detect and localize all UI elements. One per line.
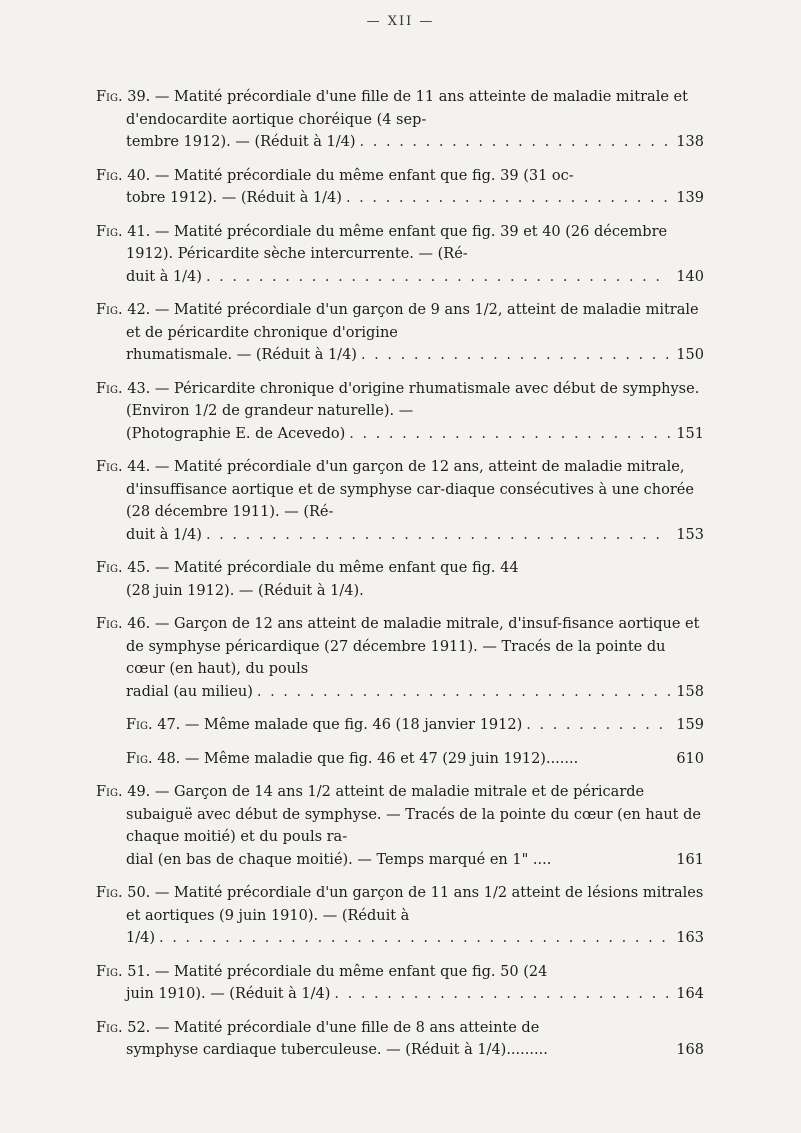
- figure-description: — Matité précordiale du même enfant que fig. 39 et 40 (26 décembre 1912). Péricardite sèche intercurrente. — (Ré-: [126, 223, 668, 262]
- figure-entry: [96, 714, 704, 737]
- page-number: 151: [676, 425, 704, 442]
- dot-leader: [349, 423, 670, 446]
- figure-description: — Matité précordiale du même enfant que fig. 39 (31 oc-: [154, 167, 574, 184]
- page-number: 139: [676, 190, 704, 206]
- figure-label: Fig. 44.: [96, 459, 151, 475]
- dot-leader: [360, 131, 670, 154]
- figure-list: [96, 86, 704, 1073]
- figure-label: Fig. 48.: [126, 750, 181, 767]
- dot-leader: [526, 714, 670, 737]
- page-number: 163: [676, 930, 704, 946]
- figure-description-end: 1/4): [126, 930, 155, 946]
- figure-label: Fig. 39.: [96, 89, 151, 105]
- figure-description-end: — Même malade que fig. 46 (18 janvier 1912): [184, 717, 523, 733]
- page-number: 150: [676, 347, 704, 363]
- figure-description-end: (28 juin 1912). — (Réduit à 1/4).: [126, 582, 364, 599]
- figure-label: Fig. 45.: [96, 560, 151, 576]
- figure-entry: [96, 961, 704, 1006]
- figure-entry: [96, 882, 704, 950]
- page-number: 610: [676, 750, 704, 767]
- figure-description-end: symphyse cardiaque tuberculeuse. — (Réduit à 1/4).........: [126, 1042, 548, 1058]
- page-number: 159: [676, 717, 704, 733]
- page-header: — XII —: [366, 14, 435, 29]
- page-number: 153: [676, 526, 704, 543]
- dot-leader: [206, 266, 670, 289]
- figure-description: — Garçon de 12 ans atteint de maladie mitrale, d'insuf-fisance aortique et de symphyse péricardique (27 décembre 1911). — Tracés de la pointe du cœur (en haut), du pouls: [126, 616, 700, 677]
- figure-label: Fig. 41.: [96, 223, 151, 240]
- dot-leader: [159, 927, 670, 950]
- figure-description-end: radial (au milieu): [126, 683, 253, 700]
- figure-label: Fig. 51.: [96, 963, 151, 980]
- figure-entry: [96, 1017, 704, 1062]
- figure-description-end: — Même maladie que fig. 46 et 47 (29 juin 1912).......: [184, 750, 579, 767]
- figure-entry: [96, 86, 704, 154]
- figure-label: Fig. 50.: [96, 885, 151, 901]
- page-number: 164: [676, 986, 704, 1002]
- figure-label: Fig. 46.: [96, 616, 151, 632]
- figure-entry: [96, 748, 704, 771]
- figure-label: Fig. 43.: [96, 380, 151, 397]
- figure-entry: [96, 165, 704, 210]
- figure-description: — Matité précordiale d'une fille de 11 ans atteinte de maladie mitrale et d'endocardite aortique choréique (4 sep-: [126, 89, 688, 128]
- figure-label: Fig. 52.: [96, 1019, 151, 1036]
- figure-entry: [96, 378, 704, 446]
- figure-label: Fig. 40.: [96, 167, 151, 184]
- dot-leader: [361, 344, 670, 367]
- figure-description-end: duit à 1/4): [126, 526, 202, 543]
- figure-description: — Matité précordiale d'un garçon de 11 ans 1/2 atteint de lésions mitrales et aortiques (9 juin 1910). — (Réduit à: [126, 885, 704, 924]
- page-number: 140: [676, 268, 704, 285]
- page-number: 158: [676, 683, 704, 700]
- figure-description: — Matité précordiale d'un garçon de 12 ans, atteint de maladie mitrale, d'insuffisance aortique et de symphyse car-diaque consécutives à une chorée (28 décembre 1911). — (Ré-: [126, 459, 694, 520]
- figure-label: Fig. 42.: [96, 302, 151, 318]
- dot-leader: [334, 983, 670, 1006]
- figure-description-end: tembre 1912). — (Réduit à 1/4): [126, 134, 356, 150]
- figure-description-end: duit à 1/4): [126, 268, 202, 285]
- figure-description-end: dial (en bas de chaque moitié). — Temps marqué en 1" ....: [126, 851, 552, 868]
- figure-description-end: tobre 1912). — (Réduit à 1/4): [126, 190, 342, 206]
- figure-description: — Matité précordiale d'un garçon de 9 ans 1/2, atteint de maladie mitrale et de péricardite chronique d'origine: [126, 302, 699, 341]
- dot-leader: [257, 681, 670, 704]
- page-number: 138: [676, 134, 704, 150]
- page-number: 161: [676, 851, 704, 868]
- dot-leader: [206, 524, 670, 547]
- figure-label: Fig. 47.: [126, 717, 181, 733]
- dot-leader: [346, 187, 670, 210]
- figure-description-end: rhumatismale. — (Réduit à 1/4): [126, 347, 357, 363]
- figure-description: — Matité précordiale du même enfant que fig. 50 (24: [154, 963, 548, 980]
- figure-description: — Matité précordiale du même enfant que fig. 44: [154, 560, 519, 576]
- page-number: 168: [676, 1042, 704, 1058]
- figure-description: — Péricardite chronique d'origine rhumatismale avec début de symphyse. (Environ 1/2 de grandeur naturelle). —: [126, 380, 700, 419]
- figure-entry: [96, 613, 704, 703]
- figure-description: — Garçon de 14 ans 1/2 atteint de maladie mitrale et de péricarde subaiguë avec début de symphyse. — Tracés de la pointe du cœur (en haut de chaque moitié) et du pouls ra-: [126, 784, 701, 845]
- figure-entry: [96, 299, 704, 367]
- figure-entry: [96, 456, 704, 546]
- figure-description: — Matité précordiale d'une fille de 8 ans atteinte de: [154, 1019, 540, 1036]
- figure-description-end: juin 1910). — (Réduit à 1/4): [126, 986, 331, 1002]
- figure-entry: [96, 221, 704, 289]
- figure-entry: [96, 557, 704, 602]
- figure-label: Fig. 49.: [96, 784, 151, 800]
- figure-entry: [96, 781, 704, 871]
- figure-description-end: (Photographie E. de Acevedo): [126, 425, 346, 442]
